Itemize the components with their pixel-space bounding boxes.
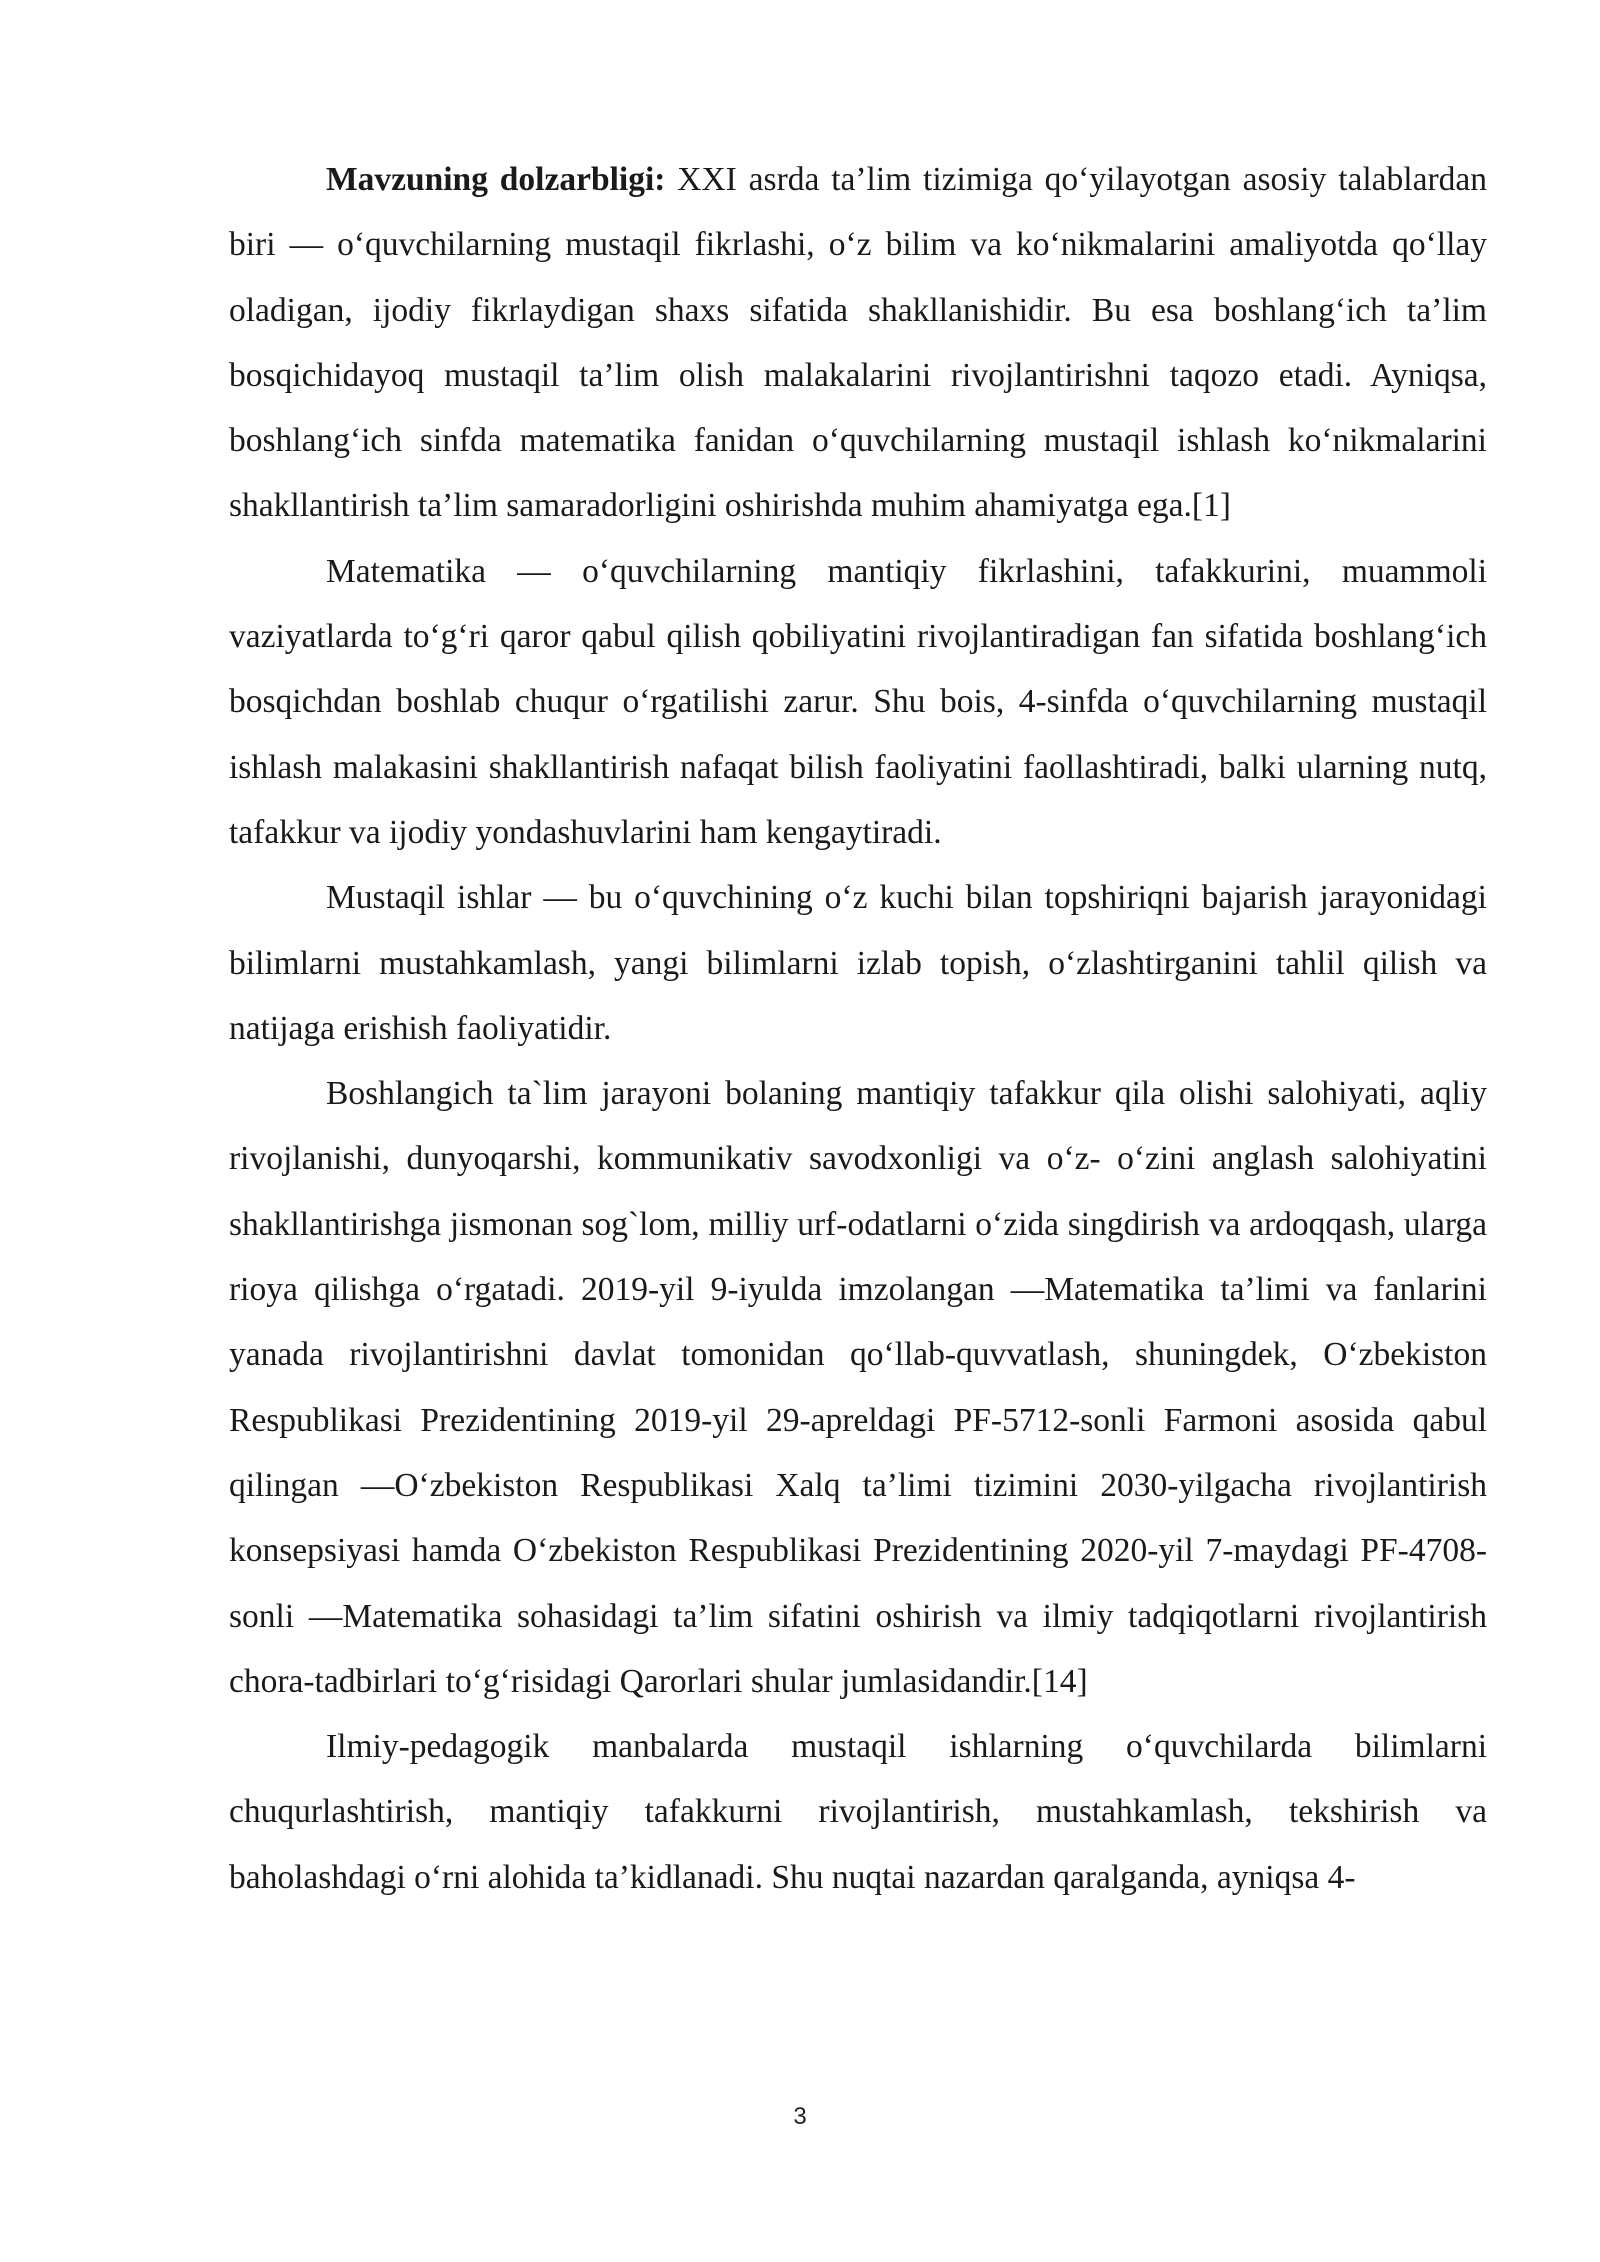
paragraph-lead-heading: Mavzuning dolzarbligi: <box>326 161 666 198</box>
paragraph-mathematics: Matematika — o‘quvchilarning mantiqiy fikrlashini, tafakkurini, muammoli vaziyatlarda to‘g‘ri qaror qabul qilish qobiliyatini rivojlantiradigan fan sifatida boshlang‘ich bosqichdan boshlab chuqur o‘rgatilishi zarur. Shu bois, 4-sinfda o‘quvchilarning mustaqil ishlash malakasini shakllantirish nafaqat bilish faoliyatini faollashtiradi, balki ularning nutq, tafakkur va ijodiy yondashuvlarini ham kengaytiradi. <box>229 552 1487 851</box>
paragraph-relevance <box>229 147 1487 539</box>
page-number: 3 <box>793 2103 807 2130</box>
paragraph-scientific-sources: Ilmiy-pedagogik manbalarda mustaqil ishlarning o‘quvchilarda bilimlarni chuqurlashtirish, mantiqiy tafakkurni rivojlantirish, mustahkamlash, tekshirish va baholashdagi o‘rni alohida ta’kidlanadi. Shu nuqtai nazardan qaralganda, ayniqsa 4- <box>229 1728 1487 1896</box>
document-page <box>229 147 1487 1910</box>
paragraph-text: XXI asrda ta’lim tizimiga qo‘yilayotgan asosiy talablardan biri — o‘quvchilarning mustaqil fikrlashi, o‘z bilim va ko‘nikmalarini amaliyotda qo‘llay oladigan, ijodiy fikrlaydigan shaxs sifatida shakllanishidir. Bu esa boshlang‘ich ta’lim bosqichidayoq mustaqil ta’lim olish malakalarini rivojlantirishni taqozo etadi. Ayniqsa, boshlang‘ich sinfda matematika fanidan o‘quvchilarning mustaqil ishlash ko‘nikmalarini shakllantirish ta’lim samaradorligini oshirishda muhim ahamiyatga ega.[1] <box>229 161 1488 525</box>
paragraph-independent-work: Mustaqil ishlar — bu o‘quvchining o‘z kuchi bilan topshiriqni bajarish jarayonidagi bilimlarni mustahkamlash, yangi bilimlarni izlab topish, o‘zlashtirganini tahlil qilish va natijaga erishish faoliyatidir. <box>229 879 1487 1047</box>
paragraph-primary-education: Boshlangich ta`lim jarayoni bolaning mantiqiy tafakkur qila olishi salohiyati, aqliy rivojlanishi, dunyoqarshi, kommunikativ savodxonligi va o‘z- o‘zini anglash salohiyatini shakllantirishga jismonan sog`lom, milliy urf-odatlarni o‘zida singdirish va ardoqqash, ularga rioya qilishga o‘rgatadi. 2019-yil 9-iyulda imzolangan ―Matematika ta’limi va fanlarini yanada rivojlantirishni davlat tomonidan qo‘llab-quvvatlash, shuningdek, O‘zbekiston Respublikasi Prezidentining 2019-yil 29-apreldagi PF-5712-sonli Farmoni asosida qabul qilingan ―O‘zbekiston Respublikasi Xalq ta’limi tizimini 2030-yilgacha rivojlantirish konsepsiyasi hamda O‘zbekiston Respublikasi Prezidentining 2020-yil 7-maydagi PF-4708-sonli ―Matematika sohasidagi ta’lim sifatini oshirish va ilmiy tadqiqotlarni rivojlantirish chora-tadbirlari to‘g‘risidagi Qarorlari shular jumlasidandir.[14] <box>229 1075 1487 1700</box>
